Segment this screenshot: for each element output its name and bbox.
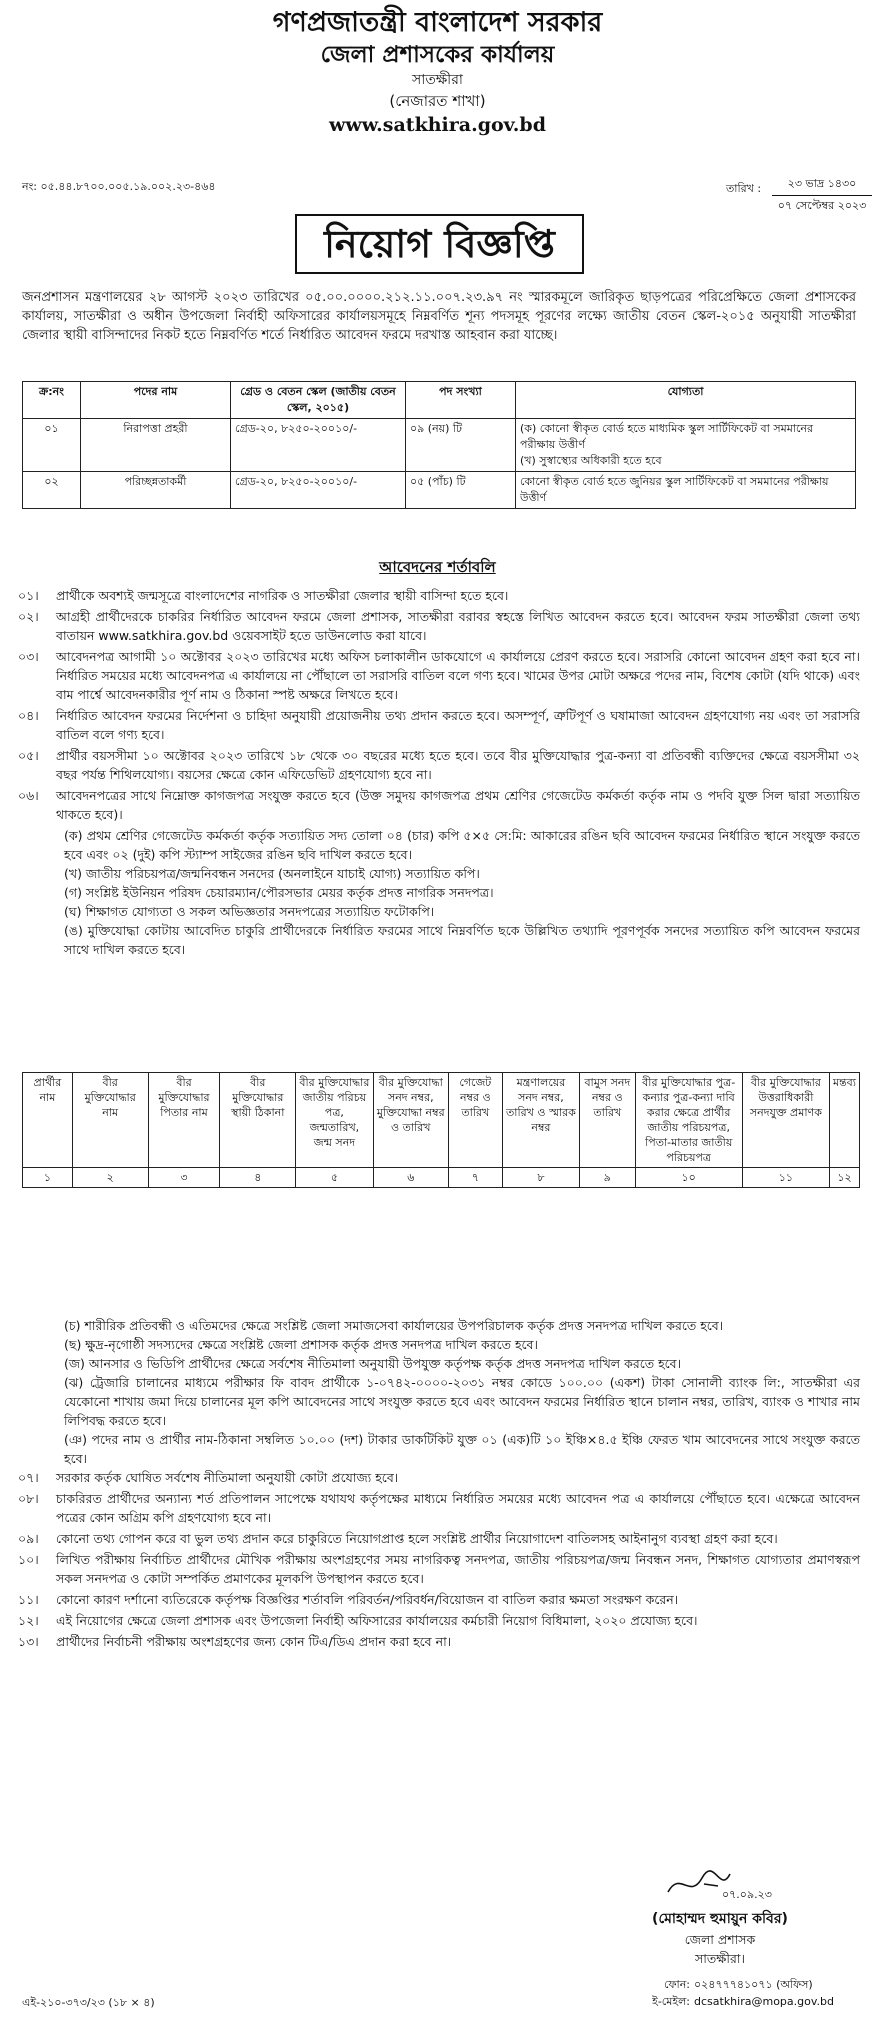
column-number: ৫ <box>296 1168 374 1188</box>
sub-item: (ঘ) শিক্ষাগত যোগ্যতা ও সকল অভিজ্ঞতার সনদপত্রের সত্যায়িত ফটোকপি। <box>64 904 435 919</box>
signatory-designation: জেলা প্রশাসক <box>684 1932 756 1947</box>
header-post: পদের নাম <box>81 382 231 419</box>
condition-text: আগ্রহী প্রার্থীদেরকে চাকরির নির্ধারিত আবেদন ফরমে জেলা প্রশাসক, সাতক্ষীরা বরাবর স্বহস্তে লিখিত আবেদন করতে হবে। আবেদন ফরম সাতক্ষীরা জেলা তথ্য বাতায়ন www.satkhira.gov.bd ওয়েবসাইট হতে ডাউনলোড করা যাবে। <box>56 609 860 643</box>
docs-header-cell: গেজেট নম্বর ও তারিখ <box>448 1073 502 1168</box>
table-row <box>23 1168 860 1188</box>
condition-text: আবেদনপত্রের সাথে নিম্নোক্ত কাগজপত্র সংযুক্ত করতে হবে (উক্ত সমুদয় কাগজপত্র প্রথম শ্রেণির গেজেটেড কর্মকর্তা কর্তৃক নাম ও পদবি যুক্ত সিল দ্বারা সত্যায়িত থাকতে হবে)। <box>56 788 860 822</box>
condition-text: আবেদনপত্র আগামী ১০ অক্টোবর ২০২৩ তারিখের মধ্যে অফিস চলাকালীন ডাকযোগে এ কার্যালয়ে প্রেরণ করতে হবে। সরাসরি কোনো আবেদন গ্রহণ করা হবে না। নির্ধারিত সময়ের মধ্যে আবেদনপত্র এ কার্যালয়ে না পৌঁছালে তা সরাসরি বাতিল বলে গণ্য হবে। খামের উপর মোটা অক্ষরে পদের নাম, বিশেষ কোটা (যদি থাকে) এবং বাম পার্শ্বে আবেদনকারীর পূর্ণ নাম ও ঠিকানা স্পষ্ট অক্ষরে লিখতে হবে। <box>56 649 860 702</box>
header-serial: ক্র:নং <box>23 382 81 419</box>
freedom-fighter-docs-table <box>22 1072 860 1188</box>
sub-item: (জ) আনসার ও ভিডিপি প্রার্থীদের ক্ষেত্রে সর্বশেষ নীতিমালা অনুযায়ী উপযুক্ত কর্তৃপক্ষ কর্তৃক প্রদত্ত সনদপত্র দাখিল করতে হবে। <box>64 1356 682 1371</box>
post-name: পরিচ্ছন্নতাকর্মী <box>81 472 231 509</box>
posts-header-row <box>23 382 856 419</box>
column-number: ৬ <box>373 1168 448 1188</box>
sub-item: (গ) সংশ্লিষ্ট ইউনিয়ন পরিষদ চেয়ারম্যান/পৌরসভার মেয়র কর্তৃক প্রদত্ত নাগরিক সনদপত্র। <box>64 885 494 900</box>
header-qualification: যোগ্যতা <box>516 382 856 419</box>
intro-paragraph: জনপ্রশাসন মন্ত্রণালয়ের ২৮ আগস্ট ২০২৩ তারিখের ০৫.০০.০০০০.২১২.১১.০০৭.২৩.৯৭ নং স্মারকমূলে জারিকৃত ছাড়পত্রের পরিপ্রেক্ষিতে জেলা প্রশাসকের কার্যালয়, সাতক্ষীরা ও অধীন উপজেলা নির্বাহী অফিসারের কার্যালয়সমূহে নিম্নবর্ণিত শূন্য পদসমূহ পূরণের লক্ষ্যে জাতীয় বেতন স্কেল-২০১৫ অনুযায়ী সাতক্ষীরা জেলার স্থায়ী বাসিন্দাদের নিকট হতে নিম্নবর্ণিত শর্তে নির্ধারিত আবেদন ফরমে দরখাস্ত আহবান করা যাচ্ছে। <box>22 290 856 343</box>
docs-header-cell: বীর মুক্তিযোদ্ধা সনদ নম্বর, মুক্তিযোদ্ধা নম্বর ও তারিখ <box>373 1073 448 1168</box>
list-item <box>18 746 860 784</box>
contact-info <box>620 1976 834 2010</box>
condition-number: ১৩। <box>18 1634 39 1649</box>
list-item <box>18 1590 860 1609</box>
docs-header-cell: বীর মুক্তিযোদ্ধার পিতার নাম <box>148 1073 220 1168</box>
condition-number: ০৭। <box>18 1470 39 1485</box>
docs-header-cell: বীর মুক্তিযোদ্ধার জাতীয় পরিচয় পত্র, জন্মতারিখ, জন্ম সনদ <box>296 1073 374 1168</box>
condition-number: ০৮। <box>18 1491 39 1506</box>
list-item <box>18 647 860 704</box>
qualification-line: (ক) কোনো স্বীকৃত বোর্ড হতে মাধ্যমিক স্কুল সার্টিফিকেট বা সমমানের পরীক্ষায় উত্তীর্ণ <box>520 422 814 451</box>
condition-number: ০৫। <box>18 748 39 763</box>
sub-item: (ঙ) মুক্তিযোদ্ধা কোটায় আবেদিত চাকুরি প্রার্থীদেরকে নির্ধারিত ফরমের সাথে নিম্নবর্ণিত ছকে উল্লিখিত তথ্যাদি পূরণপূর্বক সনদের সত্যায়িত কপি আবেদন ফরমের সাথে দাখিল করতে হবে। <box>64 923 860 957</box>
column-number: ৪ <box>220 1168 296 1188</box>
signature-block <box>580 1864 860 1968</box>
signature-date: ০৭.০৯.২৩ <box>722 1888 772 1901</box>
government-name: গণপ্রজাতন্ত্রী বাংলাদেশ সরকার <box>272 7 603 38</box>
list-item <box>18 1611 860 1630</box>
condition-text: এই নিয়োগের ক্ষেত্রে জেলা প্রশাসক এবং উপজেলা নির্বাহী অফিসারের কার্যালয়ের কর্মচারী নিয়োগ বিধিমালা, ২০২০ প্রযোজ্য হবে। <box>56 1613 698 1628</box>
docs-header-cell: প্রার্থীর নাম <box>23 1073 73 1168</box>
branch-name: (নেজারত শাখা) <box>389 92 486 110</box>
date-values <box>772 174 872 217</box>
condition-number: ০১। <box>18 588 39 603</box>
list-item <box>18 1489 860 1527</box>
condition-number: ০৯। <box>18 1531 39 1546</box>
docs-header-cell: বামুস সনদ নম্বর ও তারিখ <box>580 1073 635 1168</box>
date-english: ০৭ সেপ্টেম্বর ২০২৩ <box>777 199 867 212</box>
condition-number: ০৬। <box>18 788 39 803</box>
list-item <box>18 786 860 824</box>
email-row <box>620 1993 834 2010</box>
posts-table <box>22 381 856 509</box>
qualification-line: কোনো স্বীকৃত বোর্ড হতে জুনিয়র স্কুল সার্টিফিকেট বা সমমানের পরীক্ষায় উত্তীর্ণ <box>520 475 829 504</box>
table-row <box>23 472 856 509</box>
post-serial: ০১ <box>23 419 81 472</box>
condition-number: ১০। <box>18 1552 39 1567</box>
docs-header-cell: বীর মুক্তিযোদ্ধার পুত্র-কন্যার পুত্র-কন্যা দাবি করার ক্ষেত্রে প্রার্থীর জাতীয় পরিচয়পত্র, পিতা-মাতার জাতীয় পরিচয়পত্র <box>635 1073 742 1168</box>
signatory-name: (মোহাম্মদ হুমায়ুন কবির) <box>652 1911 788 1927</box>
docs-header-cell: মন্ত্রণালয়ের সনদ নম্বর, তারিখ ও স্মারক নম্বর <box>502 1073 579 1168</box>
column-number: ১০ <box>635 1168 742 1188</box>
memo-ref-no: নং: ০৫.৪৪.৮৭০০.০০৫.১৯.০০২.২৩-৪৬৪ <box>22 180 216 193</box>
post-count: ০৫ (পাঁচ) টি <box>406 472 516 509</box>
condition-text: কোনো কারণ দর্শানো ব্যতিরেকে কর্তৃপক্ষ বিজ্ঞপ্তির শর্তাবলি পরিবর্তন/পরিবর্ধন/বিয়োজন বা বাতিল করার ক্ষমতা সংরক্ষণ করেন। <box>56 1592 679 1607</box>
sub-item: (ক) প্রথম শ্রেণির গেজেটেড কর্মকর্তা কর্তৃক সত্যায়িত সদ্য তোলা ০৪ (চার) কপি ৫×৫ সে:মি: আকারের রঙিন ছবি আবেদন ফরমের নির্ধারিত স্থানে সংযুক্ত করতে হবে এবং ০২ (দুই) কপি স্ট্যাম্প সাইজের রঙিন ছবি দাখিল করতে হবে। <box>64 828 860 862</box>
email-address: dcsatkhira@mopa.gov.bd <box>694 1995 834 2008</box>
header-count: পদ সংখ্যা <box>406 382 516 419</box>
office-name: জেলা প্রশাসকের কার্যালয় <box>320 41 555 68</box>
post-qualification <box>516 472 856 509</box>
qualification-line: (খ) সুস্বাস্থ্যের অধিকারী হতে হবে <box>520 454 662 467</box>
signature-icon <box>660 1864 780 1904</box>
header-grade: গ্রেড ও বেতন স্কেল (জাতীয় বেতন স্কেল, ২০১৫) <box>231 382 406 419</box>
list-item <box>18 607 860 645</box>
docs-header-cell: মন্তব্য <box>829 1073 859 1168</box>
docs-header-cell: বীর মুক্তিযোদ্ধার নাম <box>72 1073 148 1168</box>
list-item <box>18 706 860 744</box>
column-number: ১১ <box>742 1168 829 1188</box>
sub-item: (ঝ) ট্রেজারি চালানের মাধ্যমে পরীক্ষার ফি বাবদ প্রার্থীকে ১-০৭৪২-০০০০-২০৩১ নম্বর কোডে ১০০.০০ (একশ) টাকা সোনালী ব্যাংক লি:, সাতক্ষীরা এর যেকোনো শাখায় জমা দিয়ে চালানের মূল কপি আবেদনের সাথে সংযুক্ত করতে হবে এবং আবেদন ফরমের নির্ধারিত স্থানে চালান নম্বর, তারিখ, ব্যাংক ও শাখার নাম লিপিবদ্ধ করতে হবে। <box>64 1375 860 1428</box>
conditions-title: আবেদনের শর্তাবলি <box>379 558 496 576</box>
email-label: ই-মেইল: <box>652 1995 690 2008</box>
list-item <box>18 1529 860 1548</box>
column-number: ১ <box>23 1168 73 1188</box>
condition-text: সরকার কর্তৃক ঘোষিত সর্বশেষ নীতিমালা অনুযায়ী কোটা প্রযোজ্য হবে। <box>56 1470 399 1485</box>
list-item <box>18 1550 860 1588</box>
conditions-list <box>18 586 860 959</box>
condition-text: প্রার্থীকে অবশ্যই জন্মসূত্রে বাংলাদেশের নাগরিক ও সাতক্ষীরা জেলার স্থায়ী বাসিন্দা হতে হবে। <box>56 588 509 603</box>
post-qualification <box>516 419 856 472</box>
sub-item: (ঞ) পদের নাম ও প্রার্থীর নাম-ঠিকানা সম্বলিত ১০.০০ (দশ) টাকার ডাকটিকিট যুক্ত ০১ (এক)টি ১০ ইঞ্চি×৪.৫ ইঞ্চি ফেরত খাম আবেদনের সাথে সংযুক্ত করতে হবে। <box>64 1432 860 1466</box>
list-item <box>18 1468 860 1487</box>
condition-text: চাকরিরত প্রার্থীদের অন্যান্য শর্ত প্রতিপালন সাপেক্ষে যথাযথ কর্তৃপক্ষের মাধ্যমে নির্ধারিত সময়ের মধ্যে আবেদন পত্র এ কার্যালয়ে পৌঁছাতে হবে। এক্ষেত্রে আবেদন পত্রের কোন অগ্রিম কপি গ্রহণযোগ্য হবে না। <box>56 1491 860 1525</box>
condition-number: ০৩। <box>18 649 39 664</box>
letterhead <box>0 6 875 138</box>
post-grade: গ্রেড-২০, ৮২৫০-২০০১০/- <box>231 419 406 472</box>
list-item <box>18 586 860 605</box>
condition-number: ১১। <box>18 1592 39 1607</box>
column-number: ৯ <box>580 1168 635 1188</box>
column-number: ২ <box>72 1168 148 1188</box>
website: www.satkhira.gov.bd <box>329 114 546 136</box>
post-count: ০৯ (নয়) টি <box>406 419 516 472</box>
date-label: তারিখ : <box>726 182 762 195</box>
column-number: ১২ <box>829 1168 859 1188</box>
column-number: ৭ <box>448 1168 502 1188</box>
condition-number: ১২। <box>18 1613 39 1628</box>
phone-row <box>620 1976 834 1993</box>
post-name: নিরাপত্তা প্রহরী <box>81 419 231 472</box>
list-item <box>18 1632 860 1651</box>
condition-text: লিখিত পরীক্ষায় নির্বাচিত প্রার্থীদের মৌখিক পরীক্ষায় অংশগ্রহণের সময় নাগরিকত্ব সনদপত্র, জাতীয় পরিচয়পত্র/জন্ম নিবন্ধন সনদ, শিক্ষাগত যোগ্যতার প্রমাণস্বরূপ সকল সনদপত্র ও কোটা সম্পর্কিত প্রমাণকের মূলকপি উপস্থাপন করতে হবে। <box>56 1552 860 1586</box>
condition-text: প্রার্থীদের নির্বাচনী পরীক্ষায় অংশগ্রহণের জন্য কোন টিএ/ডিএ প্রদান করা হবে না। <box>56 1634 452 1649</box>
signatory-district: সাতক্ষীরা। <box>695 1951 745 1966</box>
docs-header-row <box>23 1073 860 1168</box>
conditions-list-continued <box>18 1316 860 1653</box>
sub-item: (খ) জাতীয় পরিচয়পত্র/জন্মনিবন্ধন সনদের (অনলাইনে যাচাই যোগ্য) সত্যায়িত কপি। <box>64 866 480 881</box>
sub-item: (ছ) ক্ষুদ্র-নৃগোষ্ঠী সদস্যদের ক্ষেত্রে সংশ্লিষ্ট জেলা প্রশাসক কর্তৃক প্রদত্ত সনদপত্র দাখিল করতে হবে। <box>64 1337 538 1352</box>
phone-number: ০২৪৭৭৭৪১০৭১ (অফিস) <box>694 1978 813 1991</box>
condition-number: ০২। <box>18 609 39 624</box>
notice-title: নিয়োগ বিজ্ঞপ্তি <box>295 214 584 274</box>
ad-reference: এই-২১০-৩৭৩/২৩ (১৮ × ৪) <box>22 1996 155 2009</box>
sub-item: (চ) শারীরিক প্রতিবন্ধী ও এতিমদের ক্ষেত্রে সংশ্লিষ্ট জেলা সমাজসেবা কার্যালয়ের উপপরিচালক কর্তৃক প্রদত্ত সনদপত্র দাখিল করতে হবে। <box>64 1318 724 1333</box>
post-serial: ০২ <box>23 472 81 509</box>
date-bangla: ২৩ ভাদ্র ১৪৩০ <box>772 174 872 196</box>
condition-text: নির্ধারিত আবেদন ফরমের নির্দেশনা ও চাহিদা অনুযায়ী প্রয়োজনীয় তথ্য প্রদান করতে হবে। অসম্পূর্ণ, ত্রুটিপূর্ণ ও ঘষামাজা আবেদন গ্রহণযোগ্য নয় এবং তা সরাসরি বাতিল বলে গণ্য হবে। <box>56 708 860 742</box>
condition-text: কোনো তথ্য গোপন করে বা ভুল তথ্য প্রদান করে চাকুরিতে নিয়োগপ্রাপ্ত হলে সংশ্লিষ্ট প্রার্থীর নিয়োগাদেশ বাতিলসহ আইনানুগ ব্যবস্থা গ্রহণ করা হবে। <box>56 1531 778 1546</box>
district-name: সাতক্ষীরা <box>412 72 463 88</box>
phone-label: ফোন: <box>664 1978 690 1991</box>
table-row <box>23 419 856 472</box>
column-number: ৮ <box>502 1168 579 1188</box>
condition-text: প্রার্থীর বয়সসীমা ১০ অক্টোবর ২০২৩ তারিখে ১৮ থেকে ৩০ বছরের মধ্যে হতে হবে। তবে বীর মুক্তিযোদ্ধার পুত্র-কন্যা বা প্রতিবন্ধী ব্যক্তিদের ক্ষেত্রে বয়সসীমা ৩২ বছর পর্যন্ত শিথিলযোগ্য। বয়সের ক্ষেত্রে কোন এফিডেভিট গ্রহণযোগ্য হবে না। <box>56 748 860 782</box>
post-grade: গ্রেড-২০, ৮২৫০-২০০১০/- <box>231 472 406 509</box>
condition-number: ০৪। <box>18 708 39 723</box>
docs-header-cell: বীর মুক্তিযোদ্ধার স্থায়ী ঠিকানা <box>220 1073 296 1168</box>
column-number: ৩ <box>148 1168 220 1188</box>
docs-header-cell: বীর মুক্তিযোদ্ধার উত্তরাধিকারী সনদযুক্ত প্রমাণক <box>742 1073 829 1168</box>
